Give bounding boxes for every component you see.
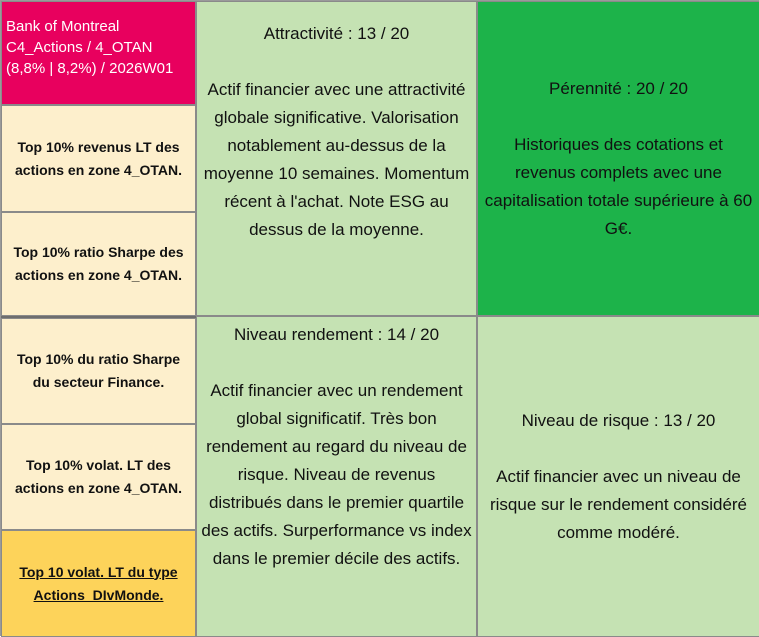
perennite-score: Pérennité : 20 / 20 (549, 78, 688, 98)
badge-text: Top 10% revenus LT des actions en zone 4_OTAN. (15, 138, 182, 178)
asset-title-card (1, 1, 196, 105)
rendement-score: Niveau rendement : 14 / 20 (233, 325, 440, 344)
risque-panel (477, 316, 759, 637)
perennite-panel (477, 1, 759, 316)
badge-text: Top 10 volat. LT du type Actions_DIvMonde. (19, 563, 178, 603)
attractivite-score: Attractivité : 13 / 20 (263, 24, 410, 43)
asset-rates-week: (8,8% | 8,2%) / 2026W01 (6, 60, 174, 77)
badge-card (1, 318, 196, 424)
attractivite-description: Actif financier avec une attractivité globale significative. Valorisation notablement au-dessus de la moyenne 10 semaines. Momentum récent à l'achat. Note ESG au dessus de la moyenne. (203, 80, 470, 239)
risque-score: Niveau de risque : 13 / 20 (521, 410, 716, 430)
badge-card (1, 424, 196, 530)
attractivite-panel (196, 1, 477, 316)
perennite-description: Historiques des cotations et revenus complets avec une capitalisation totale supérieure à 60 G€. (484, 134, 753, 238)
rendement-panel (196, 316, 477, 637)
badge-card-highlighted (1, 530, 196, 637)
asset-category: C4_Actions / 4_OTAN (6, 39, 153, 56)
rendement-description: Actif financier avec un rendement global significatif. Très bon rendement au regard du niveau de risque. Niveau de revenus distribués dans le premier quartile des actifs. Surperformance vs index dans le premier décile des actifs. (201, 381, 472, 568)
asset-name: Bank of Montreal (6, 18, 120, 35)
badge-card (1, 212, 196, 316)
badge-card (1, 105, 196, 212)
risque-description: Actif financier avec un niveau de risque sur le rendement considéré comme modéré. (489, 466, 748, 542)
badge-text: Top 10% ratio Sharpe des actions en zone 4_OTAN. (13, 244, 184, 283)
badge-text: Top 10% volat. LT des actions en zone 4_OTAN. (15, 457, 182, 496)
badge-text: Top 10% du ratio Sharpe du secteur Finance. (16, 351, 181, 390)
